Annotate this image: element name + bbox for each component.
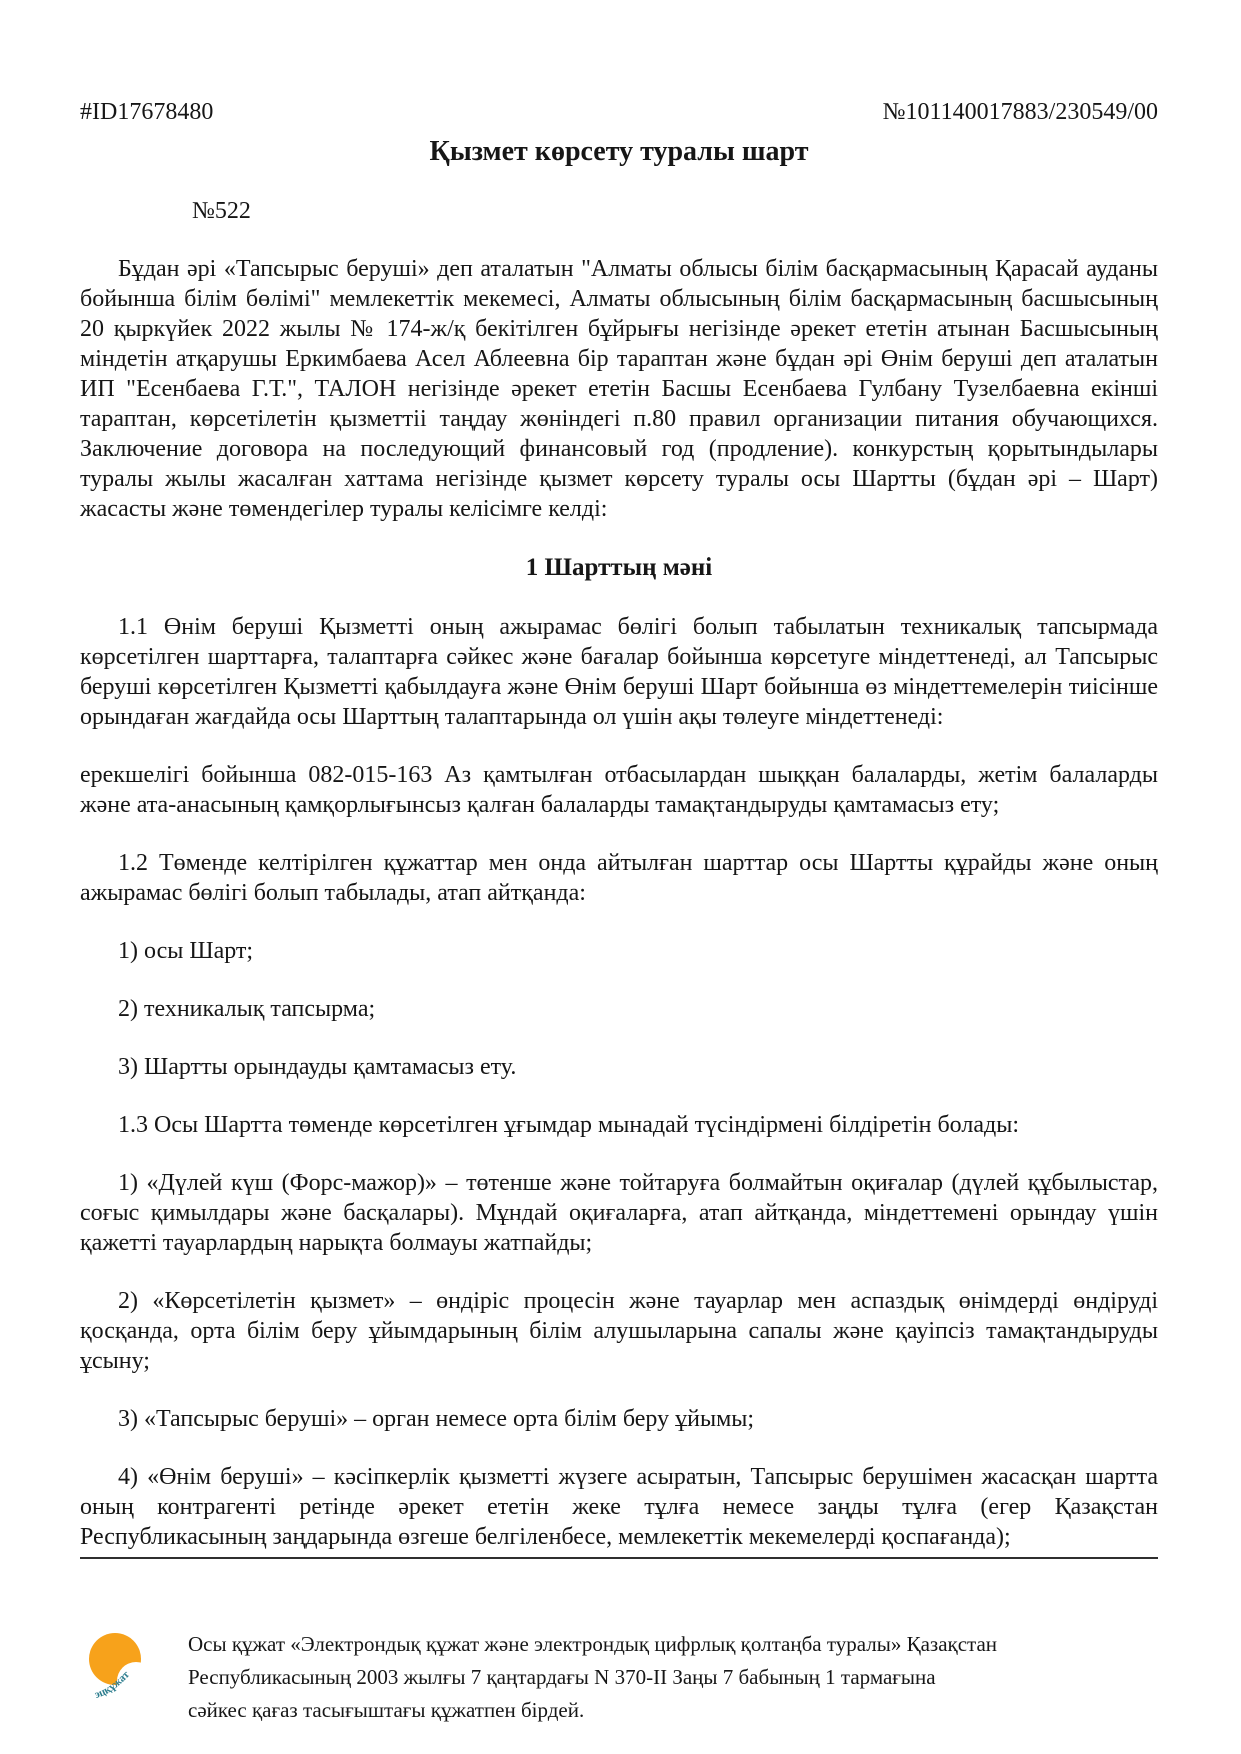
document-footer — [80, 1628, 1158, 1727]
section-1-heading: 1 Шарттың мәні — [525, 554, 713, 581]
list-item-1-2-1: 1) осы Шарт; — [118, 938, 254, 964]
paragraph-clause-1-1-addendum: ерекшелігі бойынша 082-015-163 Аз қамтылған отбасылардан шыққан балаларды, жетім балаларды және ата-анасының қамқорлығынсыз қалған балаларды тамақтандыруды қамтамасыз ету; — [80, 762, 1158, 818]
registry-number: №101140017883/230549/00 — [882, 99, 1158, 125]
contract-number: №522 — [192, 198, 251, 224]
footer-legal-note: Осы құжат «Электрондық құжат және электрондық цифрлық қолтаңба туралы» Қазақстан Республикасының 2003 жылғы 7 қаңтардағы N 370-II Заңы 7 бабының 1 тармағына сәйкес қағаз тасығыштағы құжатпен бірдей. — [188, 1632, 998, 1722]
definition-item-2: 2) «Көрсетілетін қызмет» – өндіріс процесін және тауарлар мен аспаздық өнімдерді өндіруді қосқанда, орта білім беру ұйымдарының білім алушыларына сапалы және қауіпсіз тамақтандыруды ұсыну; — [80, 1288, 1158, 1374]
paragraph-clause-1-1: 1.1 Өнім беруші Қызметті оның ажырамас бөлігі болып табылатын техникалық тапсырмада көрсетілген шарттарға, талаптарға сәйкес және бағалар бойынша көрсетуге міндеттенеді, ал Тапсырыс беруші көрсетілген Қызметті қабылдауға және Өнім беруші Шарт бойынша өз міндеттемелерін тиісінше орындаған жағдайда осы Шарттың талаптарында ол үшін ақы төлеуге міндеттенеді: — [80, 614, 1158, 730]
document-header — [80, 98, 1158, 126]
definition-item-4: 4) «Өнім беруші» – кәсіпкерлік қызметті жүзеге асыратын, Тапсырыс берушімен жасасқан шартта оның контрагенті ретінде әрекет ететін жеке тұлға немесе заңды тұлға (егер Қазақстан Республикасының заңдарында өзгеше белгіленбесе, мемлекеттік мекемелерді қоспағанда); — [80, 1462, 1158, 1559]
paragraph-intro: Бұдан әрі «Тапсырыс беруші» деп аталатын "Алматы облысы білім басқармасының Қарасай ауданы бойынша білім бөлімі" мемлекеттік мекемесі, Алматы облысының білім басқармасының басшысының 20 қыркүйек 2022 жылы № 174-ж/қ бекітілген бұйрығы негізінде әрекет ететін атынан Басшысының міндетін атқарушы Еркимбаева Асел Аблеевна бір тараптан және бұдан әрі Өнім беруші деп аталатын ИП "Есенбаева Г.Т.", ТАЛОН негізінде әрекет ететін Басшы Есенбаева Гулбану Тузелбаевна екінші тараптан, көрсетілетін қызметтіі таңдау жөніндегі п.80 правил организации питания обучающихся. Заключение договора на последующий финансовый год (продление). конкурстың қорытындылары туралы жылы жасалған хаттама негізінде қызмет көрсету туралы осы Шартты (бұдан әрі – Шарт) жасасты және төмендегілер туралы келісімге келді: — [80, 256, 1158, 522]
page-title: Қызмет көрсету туралы шарт — [429, 136, 809, 167]
svg-text:эцқұжат: эцқұжат — [93, 1668, 132, 1701]
egov-eds-stamp-icon — [86, 1632, 146, 1702]
definition-item-3: 3) «Тапсырыс беруші» – орган немесе орта білім беру ұйымы; — [118, 1406, 755, 1432]
list-item-1-2-3: 3) Шартты орындауды қамтамасыз ету. — [118, 1054, 517, 1080]
definition-item-1: 1) «Дүлей күш (Форс-мажор)» – төтенше және тойтаруға болмайтын оқиғалар (дүлей құбылыстар, соғыс қимылдары және басқалары). Мұндай оқиғаларға, атап айтқанда, міндеттемені орындау үшін қажетті тауарлардың нарықта болмауы жатпайды; — [80, 1170, 1158, 1256]
list-item-1-2-2: 2) техникалық тапсырма; — [118, 996, 376, 1022]
document-id: #ID17678480 — [80, 99, 214, 125]
paragraph-clause-1-3: 1.3 Осы Шартта төменде көрсетілген ұғымдар мынадай түсіндірмені білдіретін болады: — [118, 1112, 1019, 1138]
paragraph-clause-1-2: 1.2 Төменде келтірілген құжаттар мен онда айтылған шарттар осы Шартты құрайды және оның ажырамас бөлігі болып табылады, атап айтқанда: — [80, 850, 1158, 906]
